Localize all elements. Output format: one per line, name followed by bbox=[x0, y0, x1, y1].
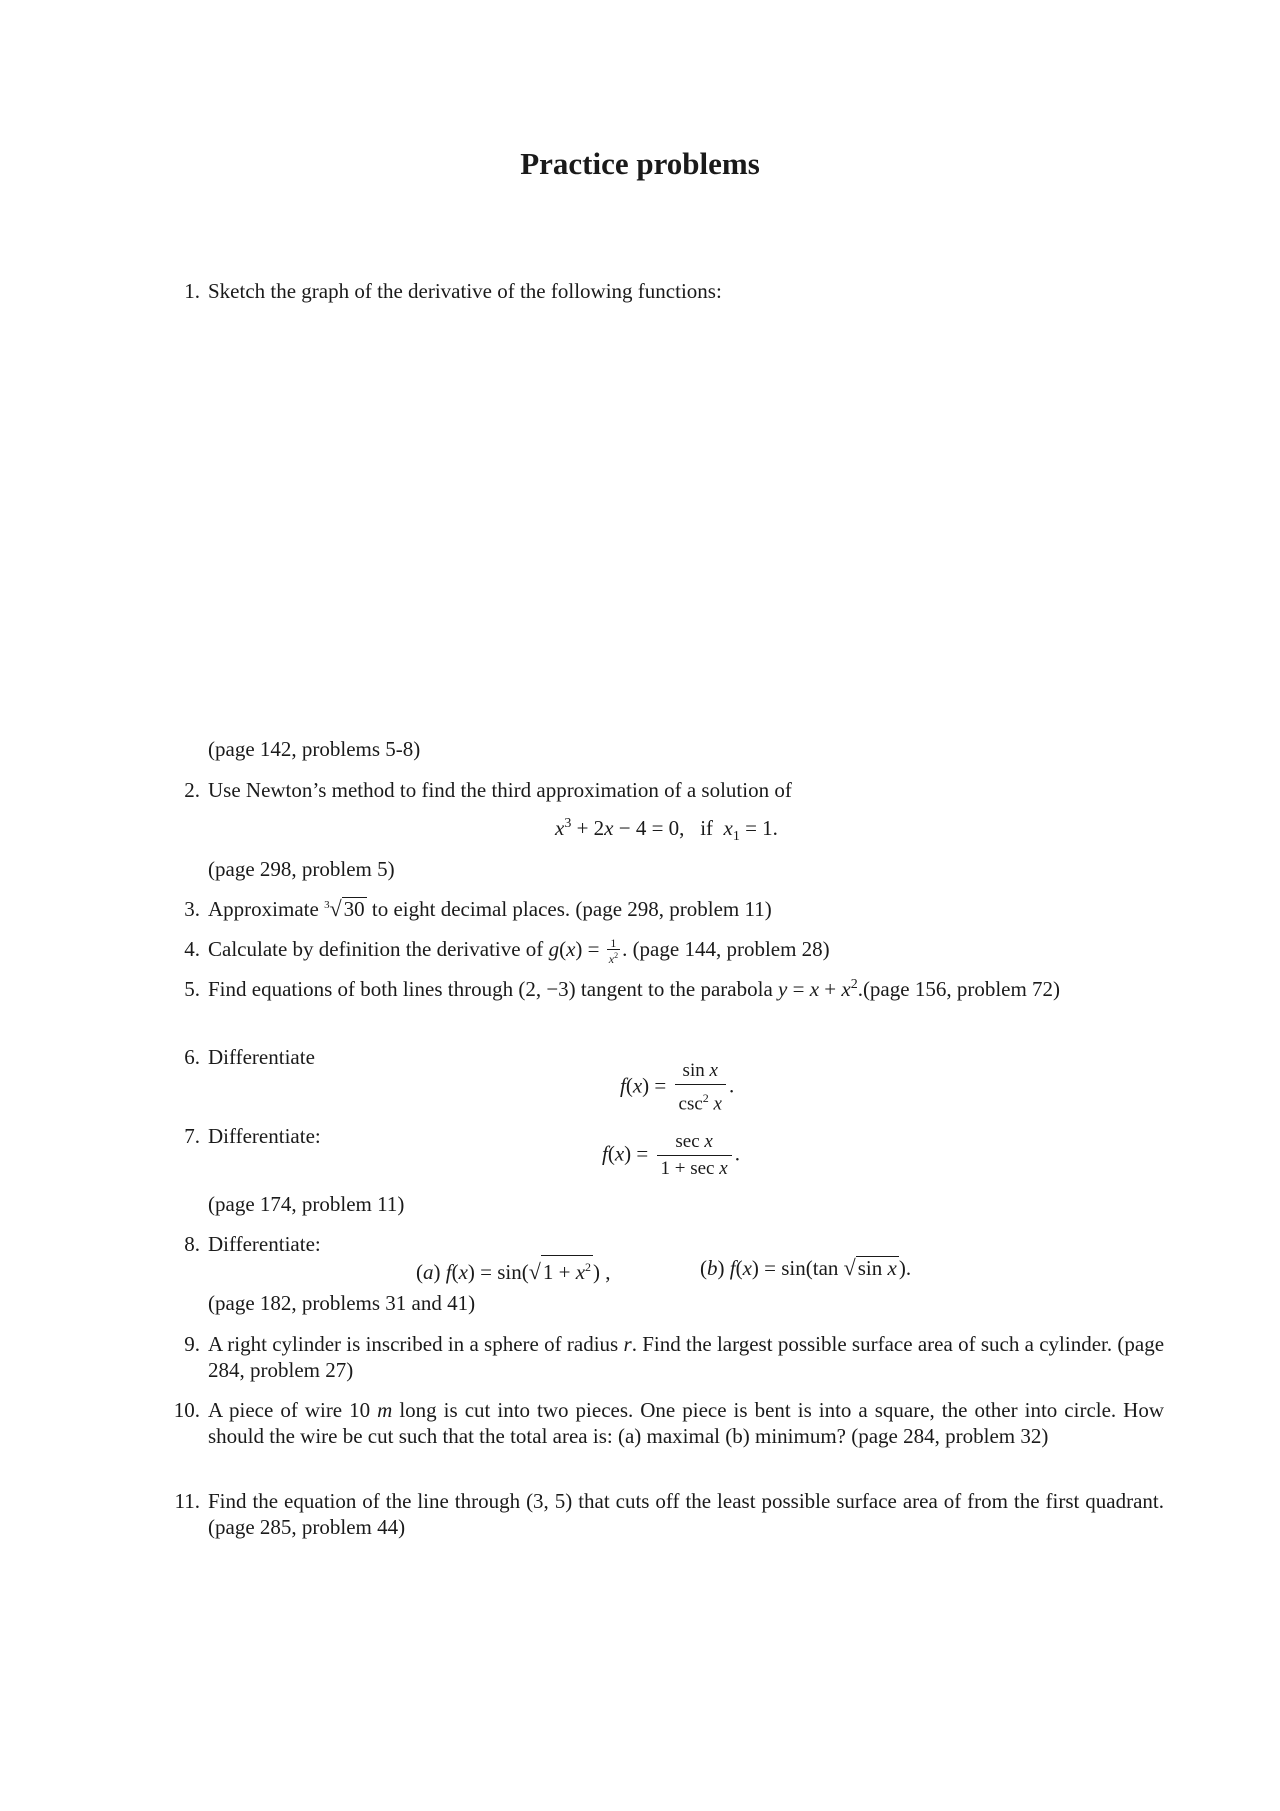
problem-1-text: Sketch the graph of the derivative of the following functions: bbox=[208, 279, 722, 303]
problem-9-text-before: A right cylinder is inscribed in a sphere of radius bbox=[208, 1332, 619, 1356]
problem-5-point: (2, −3) bbox=[518, 977, 576, 1001]
problem-2-text: Use Newton’s method to find the third approximation of a solution of bbox=[208, 778, 792, 802]
problem-8-equation-b: (b) f(x) = sin(tan √sin x). bbox=[700, 1255, 912, 1280]
problem-5-text: Find equations of both lines through (2, −3) tangent to the parabola $y = x + x^2.(page$ 156, problem 72) bbox=[208, 977, 1061, 1001]
problem-7-text: Differentiate: bbox=[208, 1124, 321, 1148]
cube-root: $^3$√30 bbox=[324, 896, 365, 921]
inline-fraction: $\frac{1}{x^2}$ bbox=[608, 936, 619, 967]
page-title: Practice problems bbox=[520, 146, 760, 181]
problem-9-var: r bbox=[623, 1332, 632, 1356]
problem-number: 11. bbox=[174, 1489, 200, 1513]
problem-number: 8. bbox=[184, 1232, 200, 1256]
problem-10-text-before: A piece of wire 10 bbox=[208, 1398, 371, 1422]
problem-4-text-after: . (page 144, problem 28) bbox=[622, 937, 830, 961]
problem-number: 2. bbox=[184, 778, 200, 802]
problem-8-text: Differentiate: bbox=[208, 1232, 321, 1256]
problem-7-equation: f(x) = $\frac{\text{sec x}}{\text{1 + sec x}}$ . bbox=[602, 1131, 740, 1179]
problem-number: 1. bbox=[184, 279, 200, 303]
problem-number: 9. bbox=[184, 1332, 200, 1356]
problem-11-text-before: Find the equation of the line through bbox=[208, 1489, 521, 1513]
problem-5-text-before: Find equations of both lines through bbox=[208, 977, 514, 1001]
problem-10-text bbox=[208, 1397, 1164, 1449]
problem-number: 4. bbox=[184, 937, 200, 961]
problem-number: 5. bbox=[184, 977, 200, 1001]
equation-condition: if bbox=[700, 816, 714, 840]
problem-11-text bbox=[208, 1488, 1164, 1540]
newton-equation: $x^3 + 2x - 4 = 0$, if $x_1 = 1$. bbox=[555, 816, 778, 845]
problem-number: 10. bbox=[173, 1398, 200, 1422]
problem-3-text bbox=[208, 896, 1164, 922]
problem-11-text-after: that cuts off the least possible surface area of from the first quadrant. (page 285, problem 44) bbox=[208, 1489, 1165, 1539]
problem-10-text-after: long is cut into two pieces. One piece is bent is into a square, the other into circle. How should the wire be cut such that the total area is: (a) maximal (b) minimum? (page 284, problem 32) bbox=[208, 1398, 1165, 1448]
problem-1-ref: (page 142, problems 5-8) bbox=[208, 737, 421, 761]
problem-9-text-after: . Find the largest possible surface area of such a cylinder. (page 284, problem 27) bbox=[208, 1332, 1165, 1382]
problem-11-point: (3, 5) bbox=[526, 1489, 573, 1513]
problem-3-text-before: Approximate bbox=[208, 897, 319, 921]
problem-number: 3. bbox=[184, 897, 200, 921]
problem-3-text-after: to eight decimal places. (page 298, problem 11) bbox=[371, 897, 772, 921]
problem-4-text-before: Calculate by definition the derivative of bbox=[208, 937, 544, 961]
problem-5-text-mid: tangent to the parabola bbox=[580, 977, 773, 1001]
problem-2-ref: (page 298, problem 5) bbox=[208, 857, 395, 881]
problem-7-ref: (page 174, problem 11) bbox=[208, 1192, 405, 1216]
problem-8-equation-a: (a) $f(x) = \sin(√1 + x^2)$ , bbox=[416, 1255, 611, 1285]
problem-4-text: Calculate by definition the derivative of g(x) = $\frac{1}{x^2}$ . (page 144, problem 28) bbox=[208, 936, 830, 967]
radicand: 30 bbox=[343, 897, 365, 921]
fraction: $\frac{\text{sec x}}{\text{1 + sec x}}$ bbox=[657, 1131, 732, 1180]
problem-6-text: Differentiate bbox=[208, 1045, 315, 1069]
problem-8-ref: (page 182, problems 31 and 41) bbox=[208, 1291, 476, 1315]
problem-9-text bbox=[208, 1331, 1164, 1383]
problem-6-equation: f(x) = $\frac{\text{sin x}}{\csc^2 x}$ . bbox=[620, 1060, 735, 1115]
problem-number: 7. bbox=[184, 1124, 200, 1148]
problem-number: 6. bbox=[184, 1045, 200, 1069]
problem-10-unit: m bbox=[377, 1398, 393, 1422]
problem-5-text-after: .(page 156, problem 72) bbox=[857, 977, 1061, 1001]
fraction: $\frac{\text{sin x}}{\csc^2 x}$ bbox=[675, 1060, 726, 1115]
root-index: 3 bbox=[324, 899, 330, 911]
